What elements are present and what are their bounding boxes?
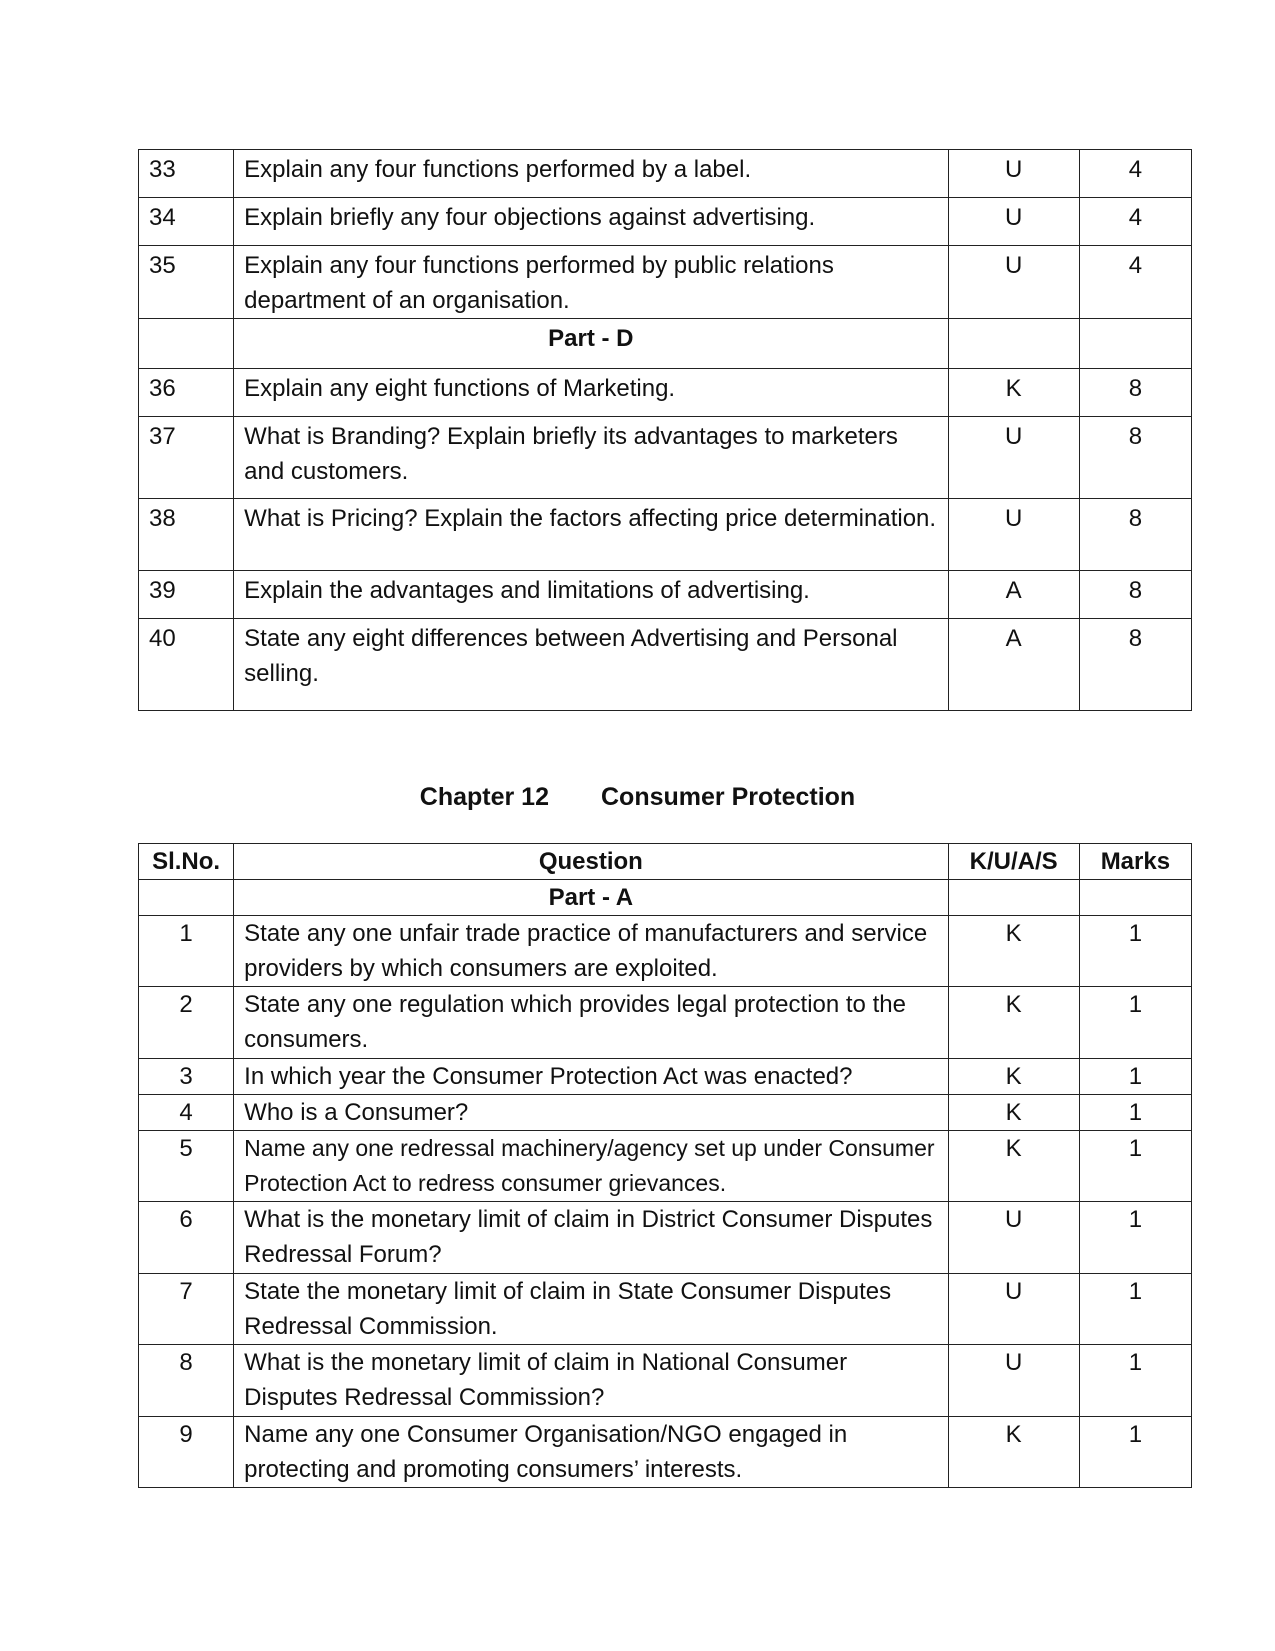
table-row [139, 987, 1192, 1059]
question-cell: State any one unfair trade practice of manufacturers and service providers by which consumers are exploited. [234, 916, 948, 987]
question-cell: What is Pricing? Explain the factors affecting price determination. [234, 499, 948, 571]
marks-cell: 1 [1079, 1095, 1191, 1131]
table-row [139, 417, 1192, 499]
empty-cell [948, 880, 1079, 916]
header-marks: Marks [1079, 844, 1191, 880]
sl-no-cell: 3 [139, 1059, 234, 1095]
empty-cell [139, 880, 234, 916]
table-row [139, 1274, 1192, 1345]
table-row [139, 1059, 1192, 1095]
sl-no-cell: 4 [139, 1095, 234, 1131]
marks-cell: 8 [1079, 571, 1191, 619]
empty-cell [139, 319, 234, 369]
part-label: Part - D [234, 319, 948, 369]
part-row [139, 880, 1192, 916]
marks-cell: 1 [1079, 1345, 1191, 1417]
question-cell: Name any one redressal machinery/agency set up under Consumer Protection Act to redress consumer grievances. [234, 1131, 948, 1202]
kuas-cell: K [948, 1131, 1079, 1202]
question-cell: Explain the advantages and limitations of advertising. [234, 571, 948, 619]
marks-cell: 1 [1079, 1417, 1191, 1488]
sl-no-cell: 35 [139, 246, 234, 319]
question-table-consumer-protection [138, 843, 1192, 1488]
table-row [139, 916, 1192, 987]
question-cell: Who is a Consumer? [234, 1095, 948, 1131]
table-row [139, 1417, 1192, 1488]
sl-no-cell: 1 [139, 916, 234, 987]
kuas-cell: K [948, 1417, 1079, 1488]
marks-cell: 4 [1079, 246, 1191, 319]
header-sl-no: Sl.No. [139, 844, 234, 880]
question-cell: Name any one Consumer Organisation/NGO engaged in protecting and promoting consumers’ interests. [234, 1417, 948, 1488]
question-cell: Explain any eight functions of Marketing. [234, 369, 948, 417]
chapter-number: Chapter 12 [419, 783, 549, 811]
marks-cell: 1 [1079, 1274, 1191, 1345]
table-row [139, 198, 1192, 246]
empty-cell [1079, 880, 1191, 916]
sl-no-cell: 33 [139, 150, 234, 198]
kuas-cell: U [948, 417, 1079, 499]
kuas-cell: K [948, 1059, 1079, 1095]
sl-no-cell: 9 [139, 1417, 234, 1488]
sl-no-cell: 36 [139, 369, 234, 417]
sl-no-cell: 5 [139, 1131, 234, 1202]
table-row [139, 1131, 1192, 1202]
marks-cell: 8 [1079, 417, 1191, 499]
table-row [139, 571, 1192, 619]
marks-cell: 1 [1079, 1059, 1191, 1095]
kuas-cell: U [948, 198, 1079, 246]
question-cell: In which year the Consumer Protection Act was enacted? [234, 1059, 948, 1095]
sl-no-cell: 39 [139, 571, 234, 619]
table-row [139, 1345, 1192, 1417]
marks-cell: 1 [1079, 1202, 1191, 1274]
empty-cell [1079, 319, 1191, 369]
kuas-cell: K [948, 369, 1079, 417]
sl-no-cell: 7 [139, 1274, 234, 1345]
sl-no-cell: 2 [139, 987, 234, 1059]
kuas-cell: U [948, 150, 1079, 198]
question-cell: What is Branding? Explain briefly its advantages to marketers and customers. [234, 417, 948, 499]
question-table-previous-chapter [138, 149, 1192, 711]
marks-cell: 1 [1079, 987, 1191, 1059]
chapter-title: Consumer Protection [601, 783, 856, 811]
sl-no-cell: 37 [139, 417, 234, 499]
table-row [139, 1095, 1192, 1131]
part-label: Part - A [234, 880, 948, 916]
question-cell: State the monetary limit of claim in State Consumer Disputes Redressal Commission. [234, 1274, 948, 1345]
question-cell: Explain briefly any four objections against advertising. [234, 198, 948, 246]
sl-no-cell: 8 [139, 1345, 234, 1417]
question-cell: State any one regulation which provides legal protection to the consumers. [234, 987, 948, 1059]
table-row [139, 246, 1192, 319]
question-cell: Explain any four functions performed by a label. [234, 150, 948, 198]
sl-no-cell: 40 [139, 619, 234, 711]
header-row [139, 844, 1192, 880]
question-cell: Explain any four functions performed by public relations department of an organisation. [234, 246, 948, 319]
kuas-cell: U [948, 499, 1079, 571]
question-cell: What is the monetary limit of claim in National Consumer Disputes Redressal Commission? [234, 1345, 948, 1417]
sl-no-cell: 6 [139, 1202, 234, 1274]
empty-cell [948, 319, 1079, 369]
kuas-cell: K [948, 916, 1079, 987]
part-row [139, 319, 1192, 369]
marks-cell: 8 [1079, 619, 1191, 711]
marks-cell: 8 [1079, 369, 1191, 417]
kuas-cell: K [948, 987, 1079, 1059]
header-kuas: K/U/A/S [948, 844, 1079, 880]
sl-no-cell: 34 [139, 198, 234, 246]
question-cell: State any eight differences between Advertising and Personal selling. [234, 619, 948, 711]
kuas-cell: A [948, 571, 1079, 619]
header-question: Question [234, 844, 948, 880]
kuas-cell: U [948, 246, 1079, 319]
sl-no-cell: 38 [139, 499, 234, 571]
table-row [139, 369, 1192, 417]
marks-cell: 4 [1079, 150, 1191, 198]
table-row [139, 619, 1192, 711]
marks-cell: 1 [1079, 916, 1191, 987]
table-row [139, 1202, 1192, 1274]
chapter-heading [0, 783, 1275, 812]
kuas-cell: U [948, 1345, 1079, 1417]
question-cell: What is the monetary limit of claim in District Consumer Disputes Redressal Forum? [234, 1202, 948, 1274]
kuas-cell: A [948, 619, 1079, 711]
kuas-cell: K [948, 1095, 1079, 1131]
kuas-cell: U [948, 1202, 1079, 1274]
marks-cell: 8 [1079, 499, 1191, 571]
table-row [139, 150, 1192, 198]
table-row [139, 499, 1192, 571]
kuas-cell: U [948, 1274, 1079, 1345]
marks-cell: 1 [1079, 1131, 1191, 1202]
marks-cell: 4 [1079, 198, 1191, 246]
